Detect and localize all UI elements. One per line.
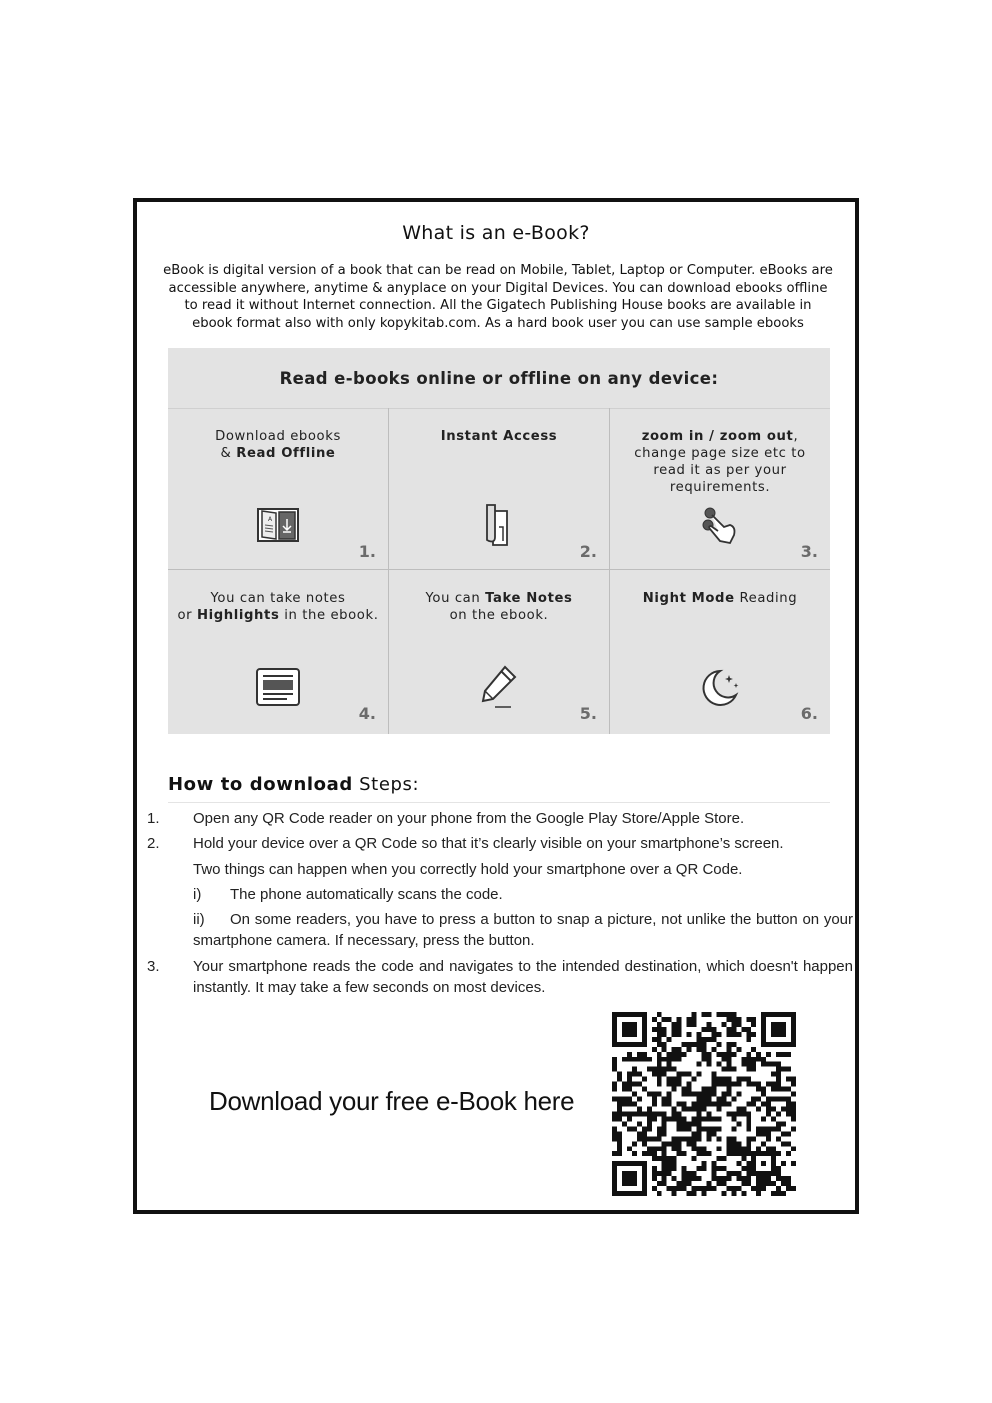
feature-text: You can take notes — [210, 591, 346, 606]
features-heading: Read e-books online or offline on any device: — [168, 348, 830, 409]
feature-night-mode — [610, 570, 830, 731]
feature-bold-text: Highlights — [196, 608, 280, 623]
features-panel — [168, 348, 830, 734]
feature-number: 3. — [800, 542, 818, 561]
feature-bold-text: Take Notes — [485, 591, 573, 606]
download-cta-text: Download your free e-Book here — [209, 1086, 575, 1116]
feature-bold-text: Read Offline — [236, 446, 336, 461]
pencil-icon — [475, 663, 523, 711]
qr-code[interactable] — [612, 1012, 796, 1196]
step-body: On some readers, you have to press a button to snap a picture, not unlike the button on your smartphone camera. If necessary, press the button. — [193, 911, 853, 949]
feature-text: , change page size etc to read it as per your requirements. — [634, 429, 806, 495]
feature-text: in the ebook. — [279, 608, 379, 623]
feature-bold-text: zoom in / zoom out — [641, 429, 794, 444]
step-text: Open any QR Code reader on your phone from the Google Play Store/Apple Store. — [193, 810, 745, 827]
feature-number: 4. — [358, 704, 376, 723]
feature-number: 2. — [579, 542, 597, 561]
feature-number: 5. — [579, 704, 597, 723]
feature-bold-text: Instant Access — [440, 429, 558, 444]
how-bold: How to download — [168, 774, 353, 795]
moon-icon — [696, 663, 744, 711]
feature-text: Reading — [734, 591, 798, 606]
notes-icon — [254, 663, 302, 711]
step-text: Two things can happen when you correctly hold your smartphone over a QR Code. — [193, 861, 743, 878]
page-title: What is an e-Book? — [402, 222, 590, 244]
step-number: ii) — [193, 911, 205, 928]
step-number: 2. — [147, 835, 160, 852]
feature-text: You can — [425, 591, 486, 606]
step-text: Your smartphone reads the code and navigates to the intended destination, which doesn't happen instantly. It may take a few seconds on most devices. — [193, 958, 853, 996]
feature-number: 6. — [800, 704, 818, 723]
step-text — [193, 909, 853, 951]
feature-text: on the ebook. — [449, 608, 549, 623]
feature-number: 1. — [358, 542, 376, 561]
feature-highlights — [168, 570, 388, 731]
feature-instant-access — [389, 408, 609, 569]
step-number: 1. — [147, 810, 160, 827]
intro-paragraph: eBook is digital version of a book that can be read on Mobile, Tablet, Laptop or Computer. eBooks are accessible anywhere, anytime & anyplace on your Digital Devices. You can download ebooks offline to read it without Internet connection. All the Gigatech Publishing House books are available in ebook format also with only kopykitab.com. As a hard book user you can use sample ebooks — [163, 263, 833, 331]
step-text: The phone automatically scans the code. — [230, 886, 503, 903]
feature-take-notes — [389, 570, 609, 731]
feature-text: Download ebooks — [215, 429, 341, 444]
how-to-download-heading — [168, 774, 419, 795]
step-number: i) — [193, 886, 202, 903]
feature-text: or — [177, 608, 197, 623]
step-number: 3. — [147, 958, 160, 975]
ebook-info-frame — [133, 198, 859, 1214]
how-rest: Steps: — [352, 774, 420, 795]
step-text: Hold your device over a QR Code so that it’s clearly visible on your smartphone’s screen. — [193, 835, 784, 852]
feature-read-offline — [168, 408, 388, 569]
book-download-icon — [254, 501, 302, 549]
feature-text: & — [220, 446, 237, 461]
svg-text:A: A — [268, 516, 273, 523]
touch-gesture-icon — [696, 501, 744, 549]
documents-icon — [475, 501, 523, 549]
divider — [168, 802, 830, 803]
feature-zoom — [610, 408, 830, 569]
feature-bold-text: Night Mode — [642, 591, 735, 606]
